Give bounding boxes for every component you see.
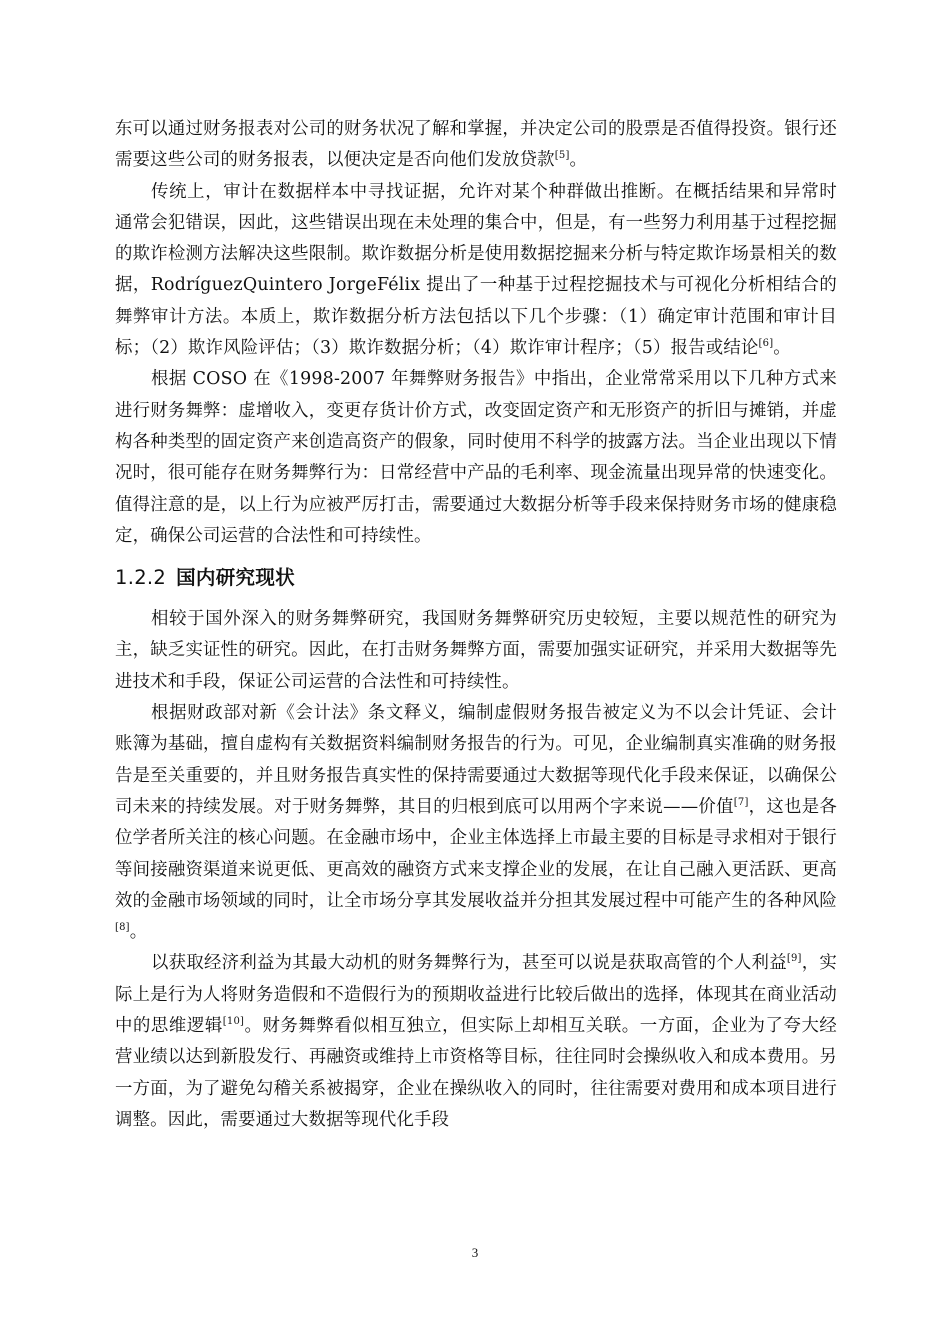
paragraph-text: 根据财政部对新《会计法》条文释义，编制虚假财务报告被定义为不以会计凭证、会计账簿为基础，擅自虚构有关数据资料编制财务报告的行为。可见，企业编制真实准确的财务报告是至关重要的，并且财务报告真实性的保持需要通过大数据等现代化手段来保证，以确保公司未来的持续发展。对于财务舞弊，其目的归根到底可以用两个字来说——价值 bbox=[115, 703, 837, 817]
section-heading bbox=[115, 562, 837, 594]
section-number: 1.2.2 bbox=[115, 566, 167, 590]
paragraph-text: 以获取经济利益为其最大动机的财务舞弊行为，甚至可以说是获取高管的个人利益 bbox=[151, 953, 787, 974]
paragraph-group-top bbox=[115, 114, 837, 552]
paragraph-p6 bbox=[115, 948, 837, 1136]
paragraph-p1 bbox=[115, 114, 837, 177]
page-body bbox=[115, 114, 837, 1136]
citation-ref: [6] bbox=[758, 338, 774, 350]
citation-ref: [10] bbox=[222, 1016, 245, 1028]
paragraph-p3 bbox=[115, 364, 837, 552]
paragraph-text: 传统上，审计在数据样本中寻找证据，允许对某个种群做出推断。在概括结果和异常时通常会犯错误，因此，这些错误出现在未处理的集合中，但是，有一些努力利用基于过程挖掘的欺诈检测方法解决这些限制。欺诈数据分析是使用数据挖掘来分析与特定欺诈场景相关的数据，RodríguezQuintero JorgeFélix 提出了一种基于过程挖掘技术与可视化分析相结合的舞弊审计方法。本质上，欺诈数据分析方法包括以下几个步骤：（1）确定审计范围和审计目标；（2）欺诈风险评估；（3）欺诈数据分析；（4）欺诈审计程序；（5）报告或结论 bbox=[115, 181, 837, 359]
citation-ref: [8] bbox=[115, 922, 130, 934]
paragraph-p4 bbox=[115, 604, 837, 698]
paragraph-p5 bbox=[115, 698, 837, 948]
section-title: 国内研究现状 bbox=[176, 566, 295, 590]
paragraph-text: 相较于国外深入的财务舞弊研究，我国财务舞弊研究历史较短，主要以规范性的研究为主，缺乏实证性的研究。因此，在打击财务舞弊方面，需要加强实证研究，并采用大数据等先进技术和手段，保证公司运营的合法性和可持续性。 bbox=[115, 609, 837, 692]
paragraph-text: 东可以通过财务报表对公司的财务状况了解和掌握，并决定公司的股票是否值得投资。银行还需要这些公司的财务报表，以便决定是否向他们发放贷款 bbox=[115, 119, 837, 171]
paragraph-p2 bbox=[115, 177, 837, 365]
paragraph-text: 。财务舞弊看似相互独立，但实际上却相互关联。一方面，企业为了夸大经营业绩以达到新股发行、再融资或维持上市资格等目标，往往同时会操纵收入和成本费用。另一方面，为了避免勾稽关系被揭穿，企业在操纵收入的同时，往往需要对费用和成本项目进行调整。因此，需要通过大数据等现代化手段 bbox=[115, 1016, 837, 1130]
paragraph-group-bottom bbox=[115, 604, 837, 1136]
citation-ref: [5] bbox=[554, 150, 570, 162]
paragraph-text: 。 bbox=[129, 922, 148, 943]
paragraph-text: 根据 COSO 在《1998-2007 年舞弊财务报告》中指出，企业常常采用以下几种方式来进行财务舞弊：虚增收入，变更存货计价方式，改变固定资产和无形资产的折旧与摊销，并虚构各种类型的固定资产来创造高资产的假象，同时使用不科学的披露方法。当企业出现以下情况时，很可能存在财务舞弊行为：日常经营中产品的毛利率、现金流量出现异常的快速变化。值得注意的是，以上行为应被严厉打击，需要通过大数据分析等手段来保持财务市场的健康稳定，确保公司运营的合法性和可持续性。 bbox=[115, 369, 837, 546]
citation-ref: [9] bbox=[786, 953, 802, 965]
paragraph-text: ，这也是各位学者所关注的核心问题。在金融市场中，企业主体选择上市最主要的目标是寻求相对于银行等间接融资渠道来说更低、更高效的融资方式来支撑企业的发展，在让自己融入更活跃、更高效的金融市场领域的同时，让全市场分享其发展收益并分担其发展过程中可能产生的各种风险 bbox=[115, 796, 837, 911]
paragraph-text: ，实际上是行为人将财务造假和不造假行为的预期收益进行比较后做出的选择，体现其在商业活动中的思维逻辑 bbox=[115, 953, 837, 1037]
citation-ref: [7] bbox=[733, 797, 749, 809]
page-number: 3 bbox=[471, 1245, 479, 1260]
paragraph-text: 。 bbox=[569, 150, 588, 171]
paragraph-text: 。 bbox=[773, 338, 791, 359]
